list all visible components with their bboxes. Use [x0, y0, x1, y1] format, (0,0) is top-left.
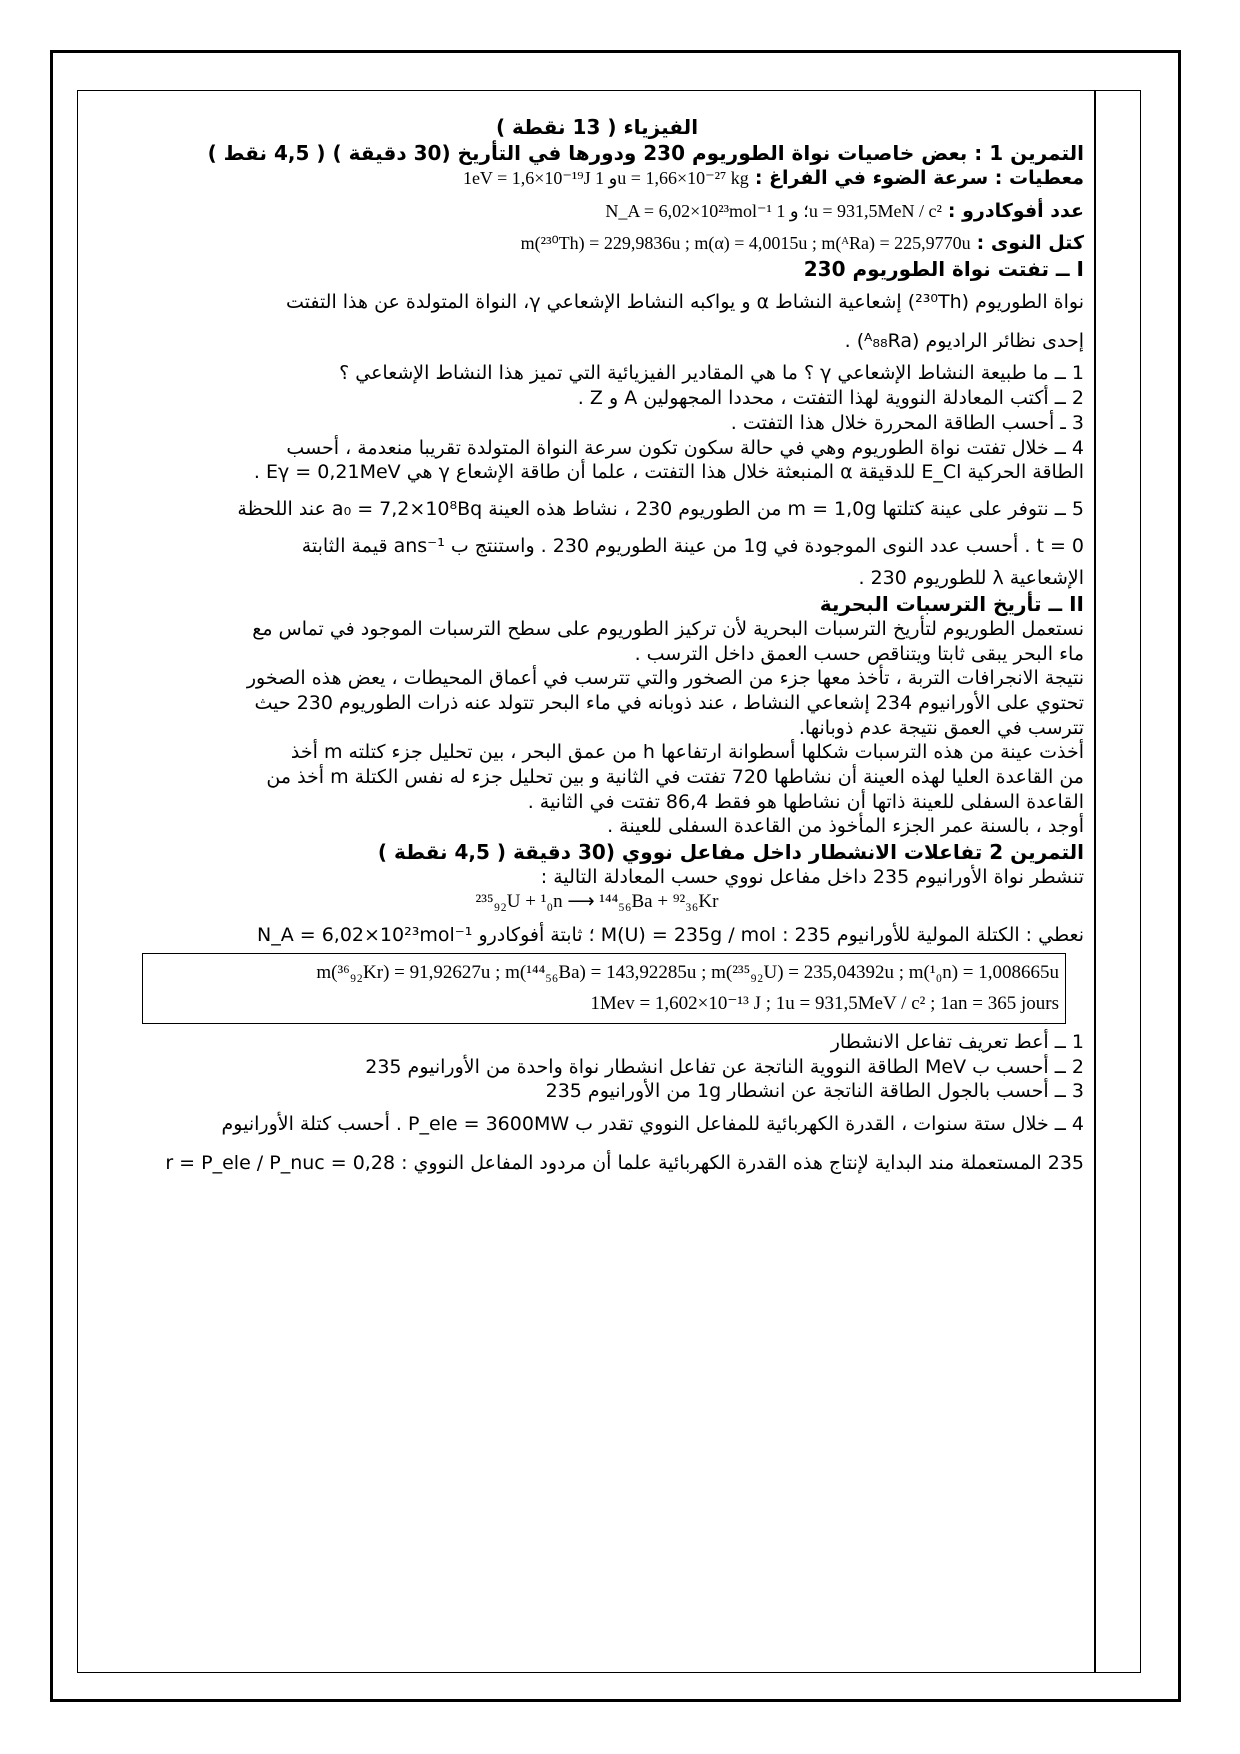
ex2-question-4-line1: 4 ــ خلال ستة سنوات ، القدرة الكهربائية للمفاعل النووي تقدر ب P_ele = 3600MW . أحسب كتلة الأورانيوم — [221, 1113, 1084, 1136]
constants-row-1: m(³⁶₉₂Kr) = 91,92627u ; m(¹⁴⁴₅₆Ba) = 143,92285u ; m(²³⁵₉₂U) = 235,04392u ; m(¹₀n) = 1,008665u — [316, 962, 1059, 984]
ex1-question-5-line2: t = 0 . أحسب عدد النوى الموجودة في 1g من عينة الطوريوم 230 . واستنتج ب ans⁻¹ قيمة الثابتة — [301, 534, 1084, 557]
ex1-question-5-line3: الإشعاعية λ للطوريوم 230 . — [858, 567, 1084, 590]
data-units: 1eV = 1,6×10⁻¹⁹J و 1u = 1,66×10⁻²⁷ kg — [462, 168, 749, 188]
part2-para1-line2: ماء البحر يبقى ثابتا ويتناقص حسب العمق داخل الترسب . — [634, 642, 1084, 665]
masses-value: m(²³⁰Th) = 229,9836u ; m(α) = 4,0015u ; m(ᴬRa) = 225,9770u — [520, 233, 971, 254]
data-label: معطيات : سرعة الضوء في الفراغ : — [754, 167, 1084, 189]
data-line — [110, 166, 1084, 191]
part2-question: أوجد ، بالسنة عمر الجزء المأخوذ من القاعدة السفلى للعينة . — [607, 815, 1084, 838]
ex2-question-4-line2: 235 المستعملة مند البداية لإنتاج هذه القدرة الكهربائية علما أن مردود المفاعل النووي : r = P_ele / P_nuc = 0,28 — [165, 1151, 1084, 1174]
part1-text-line2: إحدى نظائر الراديوم (ᴬ₈₈Ra) . — [844, 329, 1084, 352]
exercise2-heading: التمرين 2 تفاعلات الانشطار داخل مفاعل نووي (30 دقيقة ( 4,5 نقطة ) — [377, 840, 1084, 865]
part2-para3-line3: القاعدة السفلى للعينة ذاتها أن نشاطها هو فقط 86,4 تفتت في الثانية . — [527, 790, 1084, 813]
avogadro-label: عدد أفوكادرو : — [947, 199, 1084, 222]
constants-box — [142, 953, 1066, 1024]
constants-row-2: 1Mev = 1,602×10⁻¹³ J ; 1u = 931,5MeV / c² ; 1an = 365 jours — [590, 992, 1059, 1014]
page-title: الفيزياء ( 13 نقطة ) — [495, 115, 699, 139]
exercise1-heading: التمرين 1 : بعض خاصيات نواة الطوريوم 230 ودورها في التأريخ (30 دقيقة ) ( 4,5 نقط ) — [207, 141, 1084, 165]
part1-title: I ــ تفتت نواة الطوريوم 230 — [803, 257, 1084, 282]
masses-line — [110, 231, 1084, 256]
ex2-question-1: 1 ــ أعط تعريف تفاعل الانشطار — [830, 1030, 1084, 1053]
margin-column-divider — [1095, 90, 1096, 1673]
ex2-question-3: 3 ــ أحسب بالجول الطاقة الناتجة عن انشطار 1g من الأورانيوم 235 — [545, 1080, 1084, 1103]
fission-equation: ²³⁵₉₂U + ¹₀n ⟶ ¹⁴⁴₅₆Ba + ⁹²₃₆Kr — [475, 890, 719, 912]
ex1-question-3: 3 ـ أحسب الطاقة المحررة خلال هذا التفتت . — [730, 411, 1084, 434]
ex1-question-5-line1: 5 ــ نتوفر على عينة كتلتها m = 1,0g من الطوريوم 230 ، نشاط هذه العينة a₀ = 7,2×10⁸Bq عند اللحظة — [237, 497, 1084, 520]
ex2-question-2: 2 ــ أحسب ب MeV الطاقة النووية الناتجة عن تفاعل انشطار نواة واحدة من الأورانيوم 235 — [365, 1055, 1084, 1078]
part2-para2-line1: نتيجة الانجرافات التربة ، تأخذ معها جزء من الصخور والتي تترسب في أعماق المحيطات ، يعض هذه الصخور — [246, 667, 1084, 690]
part1-text-line1: نواة الطوريوم (²³⁰Th) إشعاعية النشاط α و يواكبه النشاط الإشعاعي γ، النواة المتولدة عن هذا التفتت — [285, 291, 1084, 314]
part2-para2-line2: تحتوي على الأورانيوم 234 إشعاعي النشاط ، عند ذوبانه في ماء البحر تتولد عنه ذرات الطوريوم 230 حيث — [254, 692, 1084, 714]
avogadro-line — [110, 199, 1084, 224]
part2-title: II ــ تأريخ الترسبات البحرية — [819, 591, 1084, 616]
part2-para3-line2: من القاعدة العليا لهذه العينة أن نشاطها 720 تفتت في الثانية و بين تحليل جزء له نفس الكتلة m أخذ من — [266, 766, 1084, 789]
ex2-intro: تنشطر نواة الأورانيوم 235 داخل مفاعل نووي حسب المعادلة التالية : — [540, 866, 1084, 889]
part2-para1-line1: نستعمل الطوريوم لتأريخ الترسبات البحرية لأن تركيز الطوريوم على سطح الترسبات الموجود في تماس مع — [252, 617, 1084, 640]
part2-para3-line1: أخذت عينة من هذه الترسبات شكلها أسطوانة ارتفاعها h من عمق البحر ، بين تحليل جزء كتلته m أخذ — [290, 741, 1084, 764]
table-bottom-border — [77, 1672, 1140, 1673]
avogadro-value: N_A = 6,02×10²³mol⁻¹ ؛ و 1u = 931,5MeN / c² — [605, 200, 942, 221]
margin-column-edge — [1140, 90, 1141, 1673]
ex1-question-4-line2: الطاقة الحركية E_Cl للدقيقة α المنبعثة خلال هذا التفتت ، علما أن طاقة الإشعاع γ هي Eγ = 0,21MeV . — [253, 461, 1084, 484]
ex2-given: نعطي : الكتلة المولية للأورانيوم 235 : M(U) = 235g / mol ؛ ثابتة أفوكادرو N_A = 6,02×10²³mol⁻¹ — [257, 923, 1084, 946]
part2-para2-line3: تترسب في العمق نتيجة عدم ذوبانها. — [798, 716, 1084, 739]
ex1-question-2: 2 ــ أكتب المعادلة النووية لهذا التفتت ، محددا المجهولين A و Z . — [577, 387, 1084, 410]
ex1-question-4-line1: 4 ــ خلال تفتت نواة الطوريوم وهي في حالة سكون تكون سرعة النواة المتولدة تقريبا منعدمة ، أحسب — [286, 436, 1084, 459]
masses-label: كتل النوى : — [976, 232, 1084, 255]
ex1-question-1: 1 ــ ما طبيعة النشاط الإشعاعي γ ؟ ما هي المقادير الفيزيائية التي تميز هذا النشاط الإشعاعي ؟ — [339, 362, 1084, 385]
exam-content — [110, 114, 1084, 1175]
